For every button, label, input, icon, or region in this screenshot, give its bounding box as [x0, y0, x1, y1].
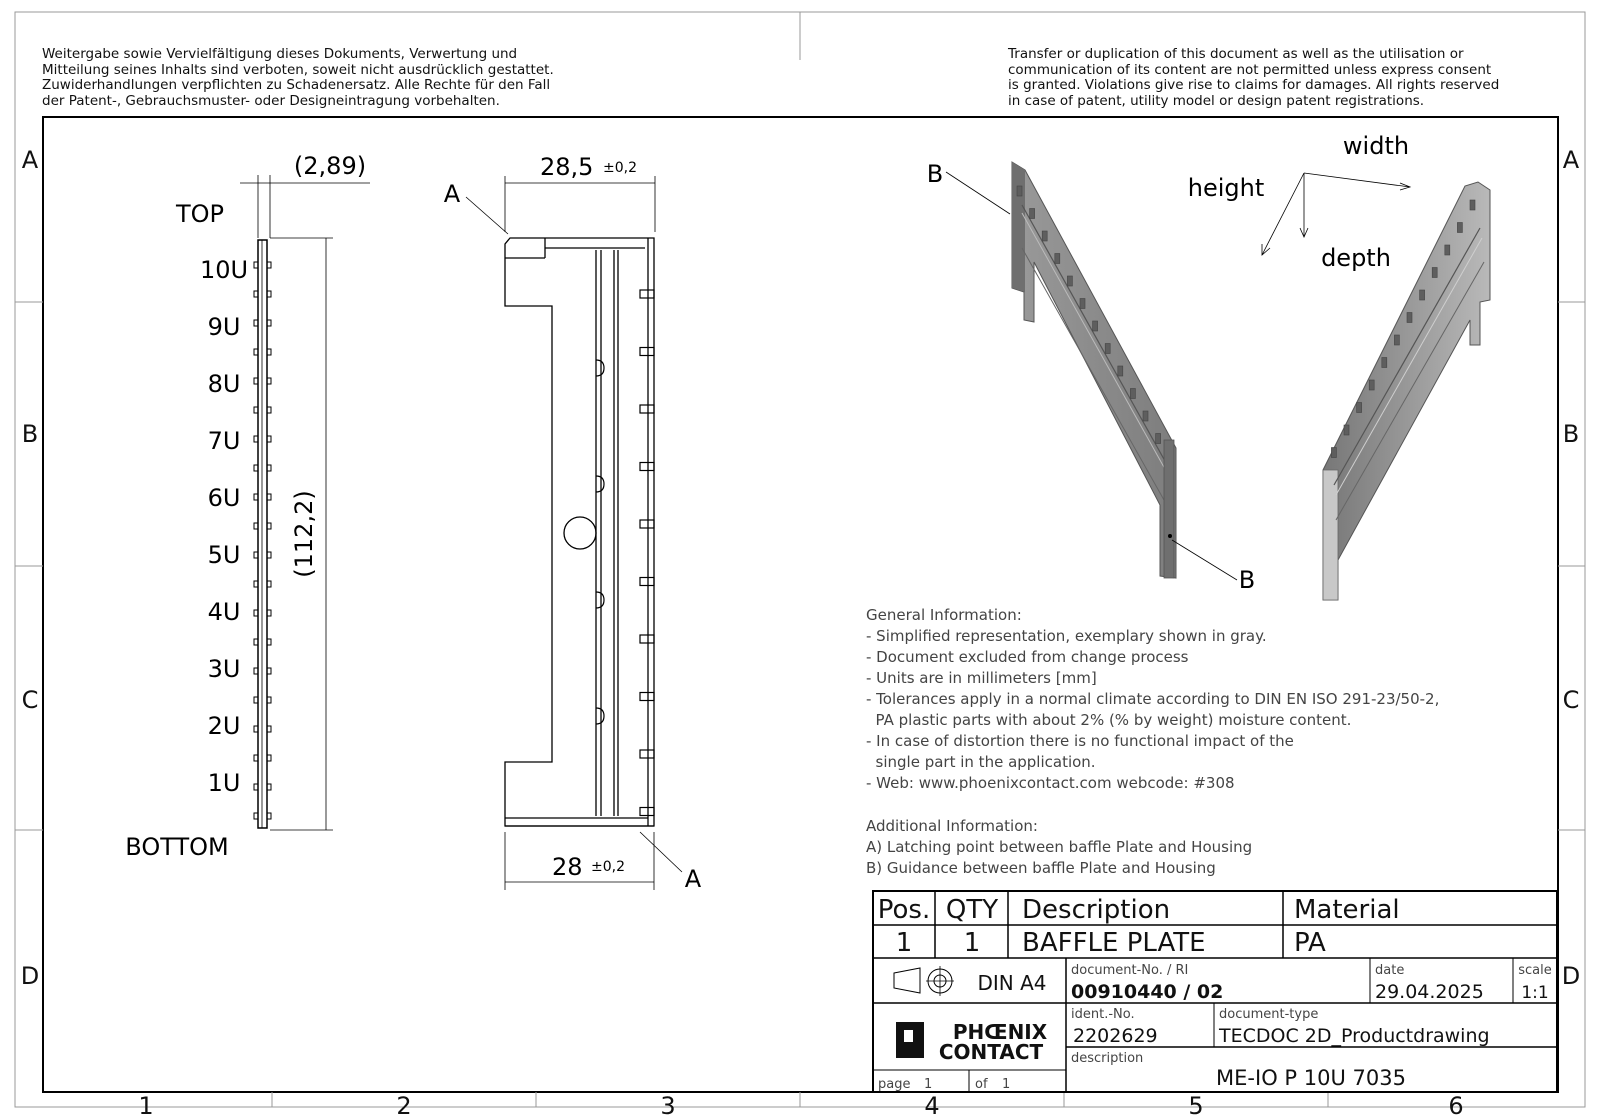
col-label-2: 2 — [396, 1092, 412, 1117]
legal-notice-en: Transfer or duplication of this document as well as the utilisation or communication of its content are not permitted unless express consent is granted. Violations give rise to claims for damages. All rights reserved in case of patent, utility model or design patent registrations. — [1008, 46, 1500, 109]
front-dim-top: 28,5 — [540, 153, 594, 181]
row-label-a-right: A — [1562, 146, 1580, 174]
side-dim-top: (2,89) — [293, 152, 367, 180]
row-label-a-left: A — [21, 146, 39, 174]
side-unit-label: 9U — [207, 313, 241, 341]
tb-document-no-label: document-No. / RI — [1071, 963, 1189, 978]
info-line: - In case of distortion there is no functional impact of the — [866, 732, 1294, 750]
side-unit-label: 2U — [207, 712, 241, 740]
front-dim-bottom-tol: ±0,2 — [591, 859, 625, 875]
tb-of: 1 — [1002, 1077, 1011, 1092]
tb-header-pos: Pos. — [877, 895, 931, 925]
front-view — [466, 176, 682, 890]
side-unit-label: 3U — [207, 655, 241, 683]
tb-page-label: page — [878, 1077, 911, 1092]
side-unit-label: 6U — [207, 484, 241, 512]
general-info-heading: General Information: — [866, 606, 1022, 624]
logo-line2: CONTACT — [938, 1040, 1044, 1064]
side-unit-label: 5U — [207, 541, 241, 569]
tb-description-label: description — [1071, 1051, 1144, 1066]
tb-scale-label: scale — [1518, 963, 1552, 978]
info-line: - Web: www.phoenixcontact.com webcode: #308 — [866, 774, 1235, 792]
tb-page: 1 — [924, 1077, 933, 1092]
iso-view-left — [1012, 162, 1176, 578]
tb-scale: 1:1 — [1521, 983, 1549, 1003]
iso-marker-b-top: B — [926, 160, 944, 188]
row-label-b-left: B — [21, 420, 39, 448]
side-bottom-label: BOTTOM — [125, 833, 229, 861]
tb-header-material: Material — [1294, 895, 1400, 925]
col-label-3: 3 — [660, 1092, 676, 1117]
info-line: B) Guidance between baffle Plate and Housing — [866, 859, 1216, 877]
tb-ident: 2202629 — [1073, 1025, 1158, 1047]
info-line: PA plastic parts with about 2% (% by weight) moisture content. — [866, 711, 1352, 729]
iso-marker-b-bottom: B — [1238, 566, 1256, 594]
row-label-d-right: D — [1561, 962, 1581, 990]
tb-row-qty: 1 — [963, 928, 981, 958]
row-label-c-left: C — [21, 686, 39, 714]
side-unit-label: 8U — [207, 370, 241, 398]
tb-row-pos: 1 — [895, 928, 913, 958]
tb-paper-size: DIN A4 — [977, 971, 1047, 995]
phoenix-contact-logo — [896, 1020, 1048, 1064]
info-line: single part in the application. — [866, 753, 1096, 771]
tb-header-qty: QTY — [945, 895, 999, 925]
side-top-label: TOP — [175, 200, 225, 228]
outer-frame — [15, 12, 1585, 1107]
info-line: - Units are in millimeters [mm] — [866, 669, 1097, 687]
tb-doctype-label: document-type — [1219, 1007, 1319, 1022]
side-unit-label: 10U — [199, 256, 249, 284]
info-line: A) Latching point between baffle Plate and Housing — [866, 838, 1253, 856]
additional-info-list — [866, 837, 1252, 879]
info-line: - Simplified representation, exemplary shown in gray. — [866, 627, 1267, 645]
info-line: - Document excluded from change process — [866, 648, 1189, 666]
legal-notice-de: Weitergabe sowie Vervielfältigung dieses Dokuments, Verwertung und Mitteilung seines Inhalts sind verboten, soweit nicht ausdrücklich gestattet. Zuwiderhandlungen verpflichten zu Schadenersatz. Alle Rechte für den Fall der Patent-, Gebrauchsmuster- oder Designeintragung vorbehalten. — [42, 46, 554, 109]
front-marker-a-top: A — [443, 180, 461, 208]
tb-header-description: Description — [1022, 895, 1171, 925]
side-dim-height: (112,2) — [290, 490, 318, 578]
additional-info-heading: Additional Information: — [866, 817, 1038, 835]
tb-ident-label: ident.-No. — [1071, 1007, 1135, 1022]
side-view — [125, 152, 370, 861]
col-label-5: 5 — [1188, 1092, 1204, 1117]
row-label-d-left: D — [20, 962, 40, 990]
iso-axis-height: height — [1187, 174, 1265, 202]
row-label-b-right: B — [1562, 420, 1580, 448]
side-unit-label: 7U — [207, 427, 241, 455]
general-info-list — [866, 626, 1439, 794]
front-marker-a-bottom: A — [684, 865, 702, 893]
side-unit-label: 1U — [207, 769, 241, 797]
col-label-4: 4 — [924, 1092, 940, 1117]
tb-of-label: of — [975, 1077, 988, 1092]
info-line: - Tolerances apply in a normal climate according to DIN EN ISO 291-23/50-2, — [866, 690, 1440, 708]
iso-axis-width: width — [1342, 132, 1410, 160]
tb-doctype: TECDOC 2D_Productdrawing — [1219, 1025, 1490, 1047]
tb-description: ME-IO P 10U 7035 — [1216, 1066, 1406, 1090]
front-dim-bottom: 28 — [552, 853, 583, 881]
tb-date-label: date — [1375, 963, 1405, 978]
col-label-1: 1 — [138, 1092, 154, 1117]
tb-document-no: 00910440 / 02 — [1071, 981, 1224, 1003]
tb-row-material: PA — [1294, 928, 1326, 958]
side-unit-label: 4U — [207, 598, 241, 626]
logo-line1: PHŒNIX — [952, 1020, 1048, 1044]
iso-axis-depth: depth — [1321, 244, 1391, 272]
row-label-c-right: C — [1562, 686, 1580, 714]
col-label-6: 6 — [1448, 1092, 1464, 1117]
front-dim-top-tol: ±0,2 — [603, 160, 637, 176]
tb-date: 29.04.2025 — [1375, 981, 1484, 1003]
tb-row-description: BAFFLE PLATE — [1022, 928, 1206, 958]
